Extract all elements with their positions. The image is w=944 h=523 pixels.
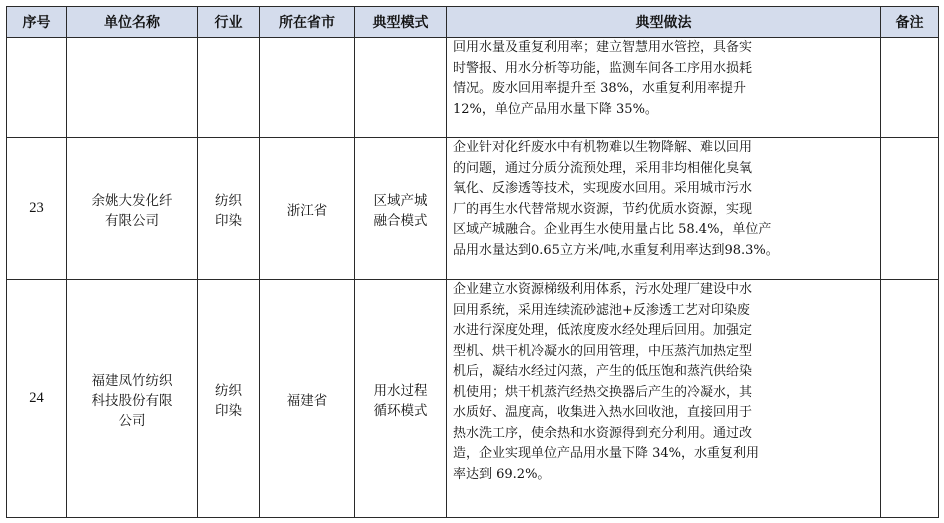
header-practice: 典型做法 [447,7,881,38]
cell-note [881,38,939,138]
cell-line: 用水过程 [373,382,428,399]
cell-note [881,138,939,280]
cell-company [67,38,198,138]
header-company: 单位名称 [67,7,198,38]
table-row [7,280,939,518]
cell-line: 纺织 [215,192,242,209]
cell-line: 回用水量及重复利用率；建立智慧用水管控，具备实 [453,40,753,55]
cell-line: 纺织 [215,382,242,399]
cell-industry [198,280,260,518]
cell-mode [355,38,447,138]
table-row [7,38,939,138]
cell-no: 23 [7,138,67,280]
table-row [7,138,939,280]
cell-company [67,138,198,280]
cell-no [7,38,67,138]
cell-line: 余姚大发化纤 [91,192,173,209]
cell-industry [198,38,260,138]
cell-line: 机使用；烘干机蒸汽经热交换器后产生的冷凝水，其 [453,384,753,400]
cell-line: 水质好、温度高，收集进入热水回收池，直接回用于 [453,405,753,420]
cell-practice [447,138,881,280]
cell-practice [447,38,881,138]
cell-line: 回用系统，采用连续流砂滤池+反渗透工艺对印染废 [453,302,750,318]
cell-no: 24 [7,280,67,518]
cell-line: 氧化、反渗透等技术，实现废水回用。采用城市污水 [453,181,753,196]
cell-line: 率达到 69.2%。 [453,466,551,482]
cell-line: 公司 [118,412,146,429]
cell-line: 企业针对化纤废水中有机物难以生物降解、难以回用 [453,140,753,155]
cell-line: 企业建立水资源梯级利用体系，污水处理厂建设中水 [453,282,753,297]
header-no: 序号 [7,7,67,38]
header-note: 备注 [881,7,939,38]
cell-line: 12%，单位产品用水量下降 35%。 [453,101,658,117]
cell-line: 造，企业实现单位产品用水量下降 34%，水重复利用 [453,446,760,461]
cell-province [260,38,355,138]
cell-line: 区域产城 [373,192,428,209]
header-province: 所在省市 [260,7,355,38]
cell-mode [355,280,447,518]
cell-line: 厂的再生水代替常规水资源，节约优质水资源，实现 [453,201,753,217]
cell-practice [447,280,881,518]
cell-line: 福建凤竹纺织 [91,372,173,389]
header-mode: 典型模式 [355,7,447,38]
cell-line: 循环模式 [373,402,428,419]
cell-line: 情况。废水回用率提升至 38%，水重复利用率提升 [453,81,747,96]
cell-line: 科技股份有限 [91,392,173,409]
cell-line: 区域产城融合。企业再生水使用量占比 58.4%，单位产 [453,222,772,237]
cell-line: 印染 [215,402,242,419]
cell-line: 有限公司 [105,212,159,229]
cell-line: 机后，凝结水经过闪蒸，产生的低压饱和蒸汽供给染 [453,364,753,379]
table-body [7,38,939,518]
cell-line: 印染 [215,212,242,229]
cell-line: 热水洗工序，使余热和水资源得到充分利用。通过改 [453,425,753,441]
cell-province: 浙江省 [260,138,355,280]
cell-line: 的问题，通过分质分流预处理，采用非均相催化臭氧 [453,160,753,176]
cell-line: 融合模式 [373,212,428,229]
header-industry: 行业 [198,7,260,38]
cell-company [67,280,198,518]
cell-line: 时警报、用水分析等功能，监测车间各工序用水损耗 [453,60,753,76]
cell-province: 福建省 [260,280,355,518]
policy-table [6,6,939,518]
cell-line: 型机、烘干机冷凝水的回用管理，中压蒸汽加热定型 [453,343,753,359]
cell-line: 品用水量达到0.65立方米/吨,水重复利用率达到98.3%。 [453,242,779,258]
cell-mode [355,138,447,280]
header-row [7,7,939,38]
cell-industry [198,138,260,280]
cell-line: 水进行深度处理，低浓度废水经处理后回用。加强定 [453,323,753,338]
cell-note [881,280,939,518]
